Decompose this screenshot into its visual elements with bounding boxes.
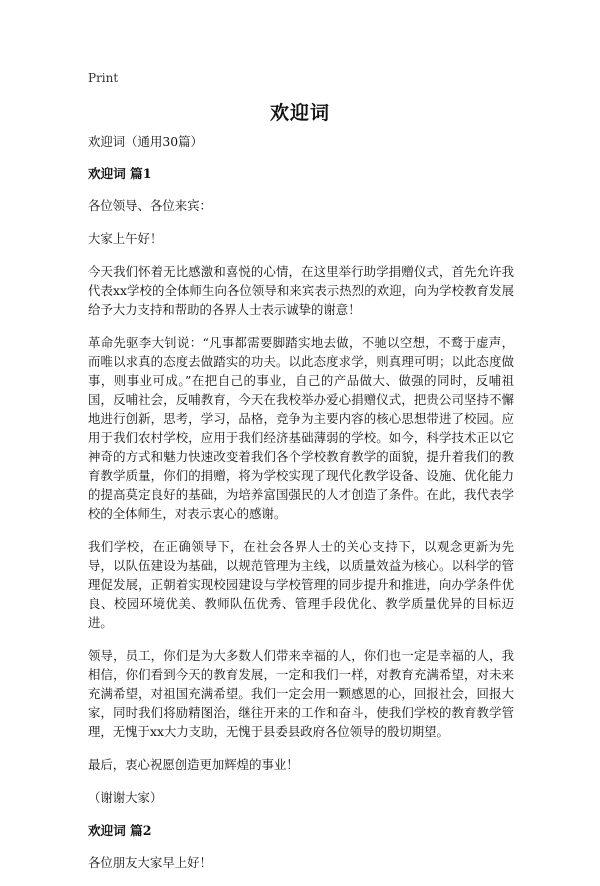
paragraph: 我们学校，在正确领导下，在社会各界人士的关心支持下，以观念更新为先导，以队伍建设为基础，以规范管理为主线，以质量效益为核心。以科学的管理促发展，正朝着实现校园建设与学校管理的同步提升和推进，向办学条件优良、校园环境优美、教师队伍优秀、管理手段优化、教学质量优异的目标迈进。 xyxy=(88,539,514,630)
document-body xyxy=(88,132,514,886)
paragraph: 领导，员工，你们是为大多数人们带来幸福的人，你们也一定是幸福的人，我相信，你们看到今天的教育发展，一定和我们一样，对教育充满希望，对未来充满希望，对祖国充满希望。我们一定会用一颗感恩的心，回报社会，回报大家，同时我们将励精图治，继往开来的工作和奋斗，使我们学校的教育教学管理，无愧于xx大力支助，无愧于县委县政府各位领导的殷切期望。 xyxy=(88,648,514,739)
paragraph: 今天我们怀着无比感激和喜悦的心情，在这里举行助学捐赠仪式，首先允许我代表xx学校的全体师生向各位领导和来宾表示热烈的欢迎，向为学校教育发展给予大力支持和帮助的各界人士表示诚挚的谢意！ xyxy=(88,264,514,317)
paragraph: （谢谢大家） xyxy=(88,790,163,805)
paragraph: 各位朋友大家早上好！ xyxy=(88,855,212,870)
paragraph: 大家上午好！ xyxy=(88,231,163,246)
print-label: Print xyxy=(88,71,119,85)
paragraph: 革命先驱李大钊说：“凡事都需要脚踏实地去做，不驰以空想，不鹜于虚声，而唯以求真的态度去做踏实的功夫。以此态度求学，则真理可明；以此态度做事，则事业可成。”在把自己的事业，自己的产品做大、做强的同时，反哺祖国，反哺社会，反哺教育，今天在我校举办爱心捐赠仪式，把贵公司坚持不懈地进行创新，思考，学习，品格，竞争为主要内容的核心思想带进了校园。应用于我们农村学校，应用于我们经济基础薄弱的学校。如今，科学技术正以它神奇的方式和魅力快速改变着我们各个学校教育教学的面貌，提升着我们的教育教学质量，你们的捐赠，将为学校实现了现代化教学设备、设施、优化能力的提高莫定良好的基础，为培养富国强民的人才创造了条件。在此，我代表学校的全体师生，对表示衷心的感谢。 xyxy=(88,335,514,521)
document-subtitle: 欢迎词（通用30篇） xyxy=(88,134,203,149)
paragraph: 各位领导、各位来宾： xyxy=(88,198,212,213)
section-heading: 欢迎词 篇2 xyxy=(88,823,152,838)
paragraph: 最后，衷心祝愿创造更加辉煌的事业！ xyxy=(88,757,299,772)
document-title: 欢迎词 xyxy=(269,102,330,124)
section-heading: 欢迎词 篇1 xyxy=(88,166,152,181)
